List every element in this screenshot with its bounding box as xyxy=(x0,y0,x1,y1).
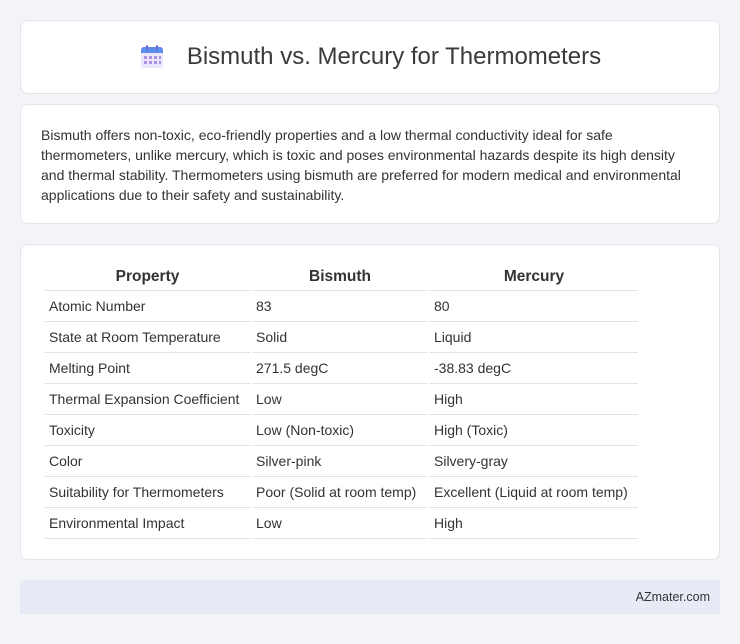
page-title: Bismuth vs. Mercury for Thermometers xyxy=(186,43,602,70)
property-cell: Thermal Expansion Coefficient xyxy=(45,384,250,415)
summary-card xyxy=(20,104,720,224)
table-row xyxy=(45,415,638,446)
table-row xyxy=(45,446,638,477)
summary-text: Bismuth offers non-toxic, eco-friendly properties and a low thermal conductivity ideal for safe thermometers, unlike mercury, which is toxic and poses environmental hazards despite its high density and thermal stability. Thermometers using bismuth are preferred for modern medical and environmental applications due to their safety and sustainability. xyxy=(41,127,681,203)
mercury-cell: Silvery-gray xyxy=(430,446,638,477)
property-cell: Suitability for Thermometers xyxy=(45,477,250,508)
title-card xyxy=(20,20,720,94)
table-row xyxy=(45,384,638,415)
bismuth-cell: Poor (Solid at room temp) xyxy=(252,477,428,508)
property-cell: State at Room Temperature xyxy=(45,322,250,353)
column-header-mercury: Mercury xyxy=(430,265,638,291)
footer xyxy=(20,580,720,614)
comparison-table xyxy=(43,265,640,539)
table-row xyxy=(45,291,638,322)
property-cell: Color xyxy=(45,446,250,477)
bismuth-cell: 271.5 degC xyxy=(252,353,428,384)
mercury-cell: High xyxy=(430,384,638,415)
column-header-property: Property xyxy=(45,265,250,291)
table-row xyxy=(45,477,638,508)
bismuth-cell: Low xyxy=(252,384,428,415)
mercury-cell: Excellent (Liquid at room temp) xyxy=(430,477,638,508)
bismuth-cell: 83 xyxy=(252,291,428,322)
property-cell: Environmental Impact xyxy=(45,508,250,539)
mercury-cell: Liquid xyxy=(430,322,638,353)
mercury-cell: High xyxy=(430,508,638,539)
property-cell: Toxicity xyxy=(45,415,250,446)
mercury-cell: High (Toxic) xyxy=(430,415,638,446)
property-cell: Atomic Number xyxy=(45,291,250,322)
title-wrap xyxy=(139,43,601,71)
bismuth-cell: Low xyxy=(252,508,428,539)
column-header-bismuth: Bismuth xyxy=(252,265,428,291)
table-row xyxy=(45,508,638,539)
property-cell: Melting Point xyxy=(45,353,250,384)
bismuth-cell: Solid xyxy=(252,322,428,353)
footer-site-name: AZmater.com xyxy=(635,590,710,604)
mercury-cell: -38.83 degC xyxy=(430,353,638,384)
table-header-row xyxy=(45,265,638,291)
comparison-table-card xyxy=(20,244,720,560)
table-row xyxy=(45,353,638,384)
table-row xyxy=(45,322,638,353)
bismuth-cell: Low (Non-toxic) xyxy=(252,415,428,446)
bismuth-cell: Silver-pink xyxy=(252,446,428,477)
calendar-icon xyxy=(139,44,165,70)
mercury-cell: 80 xyxy=(430,291,638,322)
